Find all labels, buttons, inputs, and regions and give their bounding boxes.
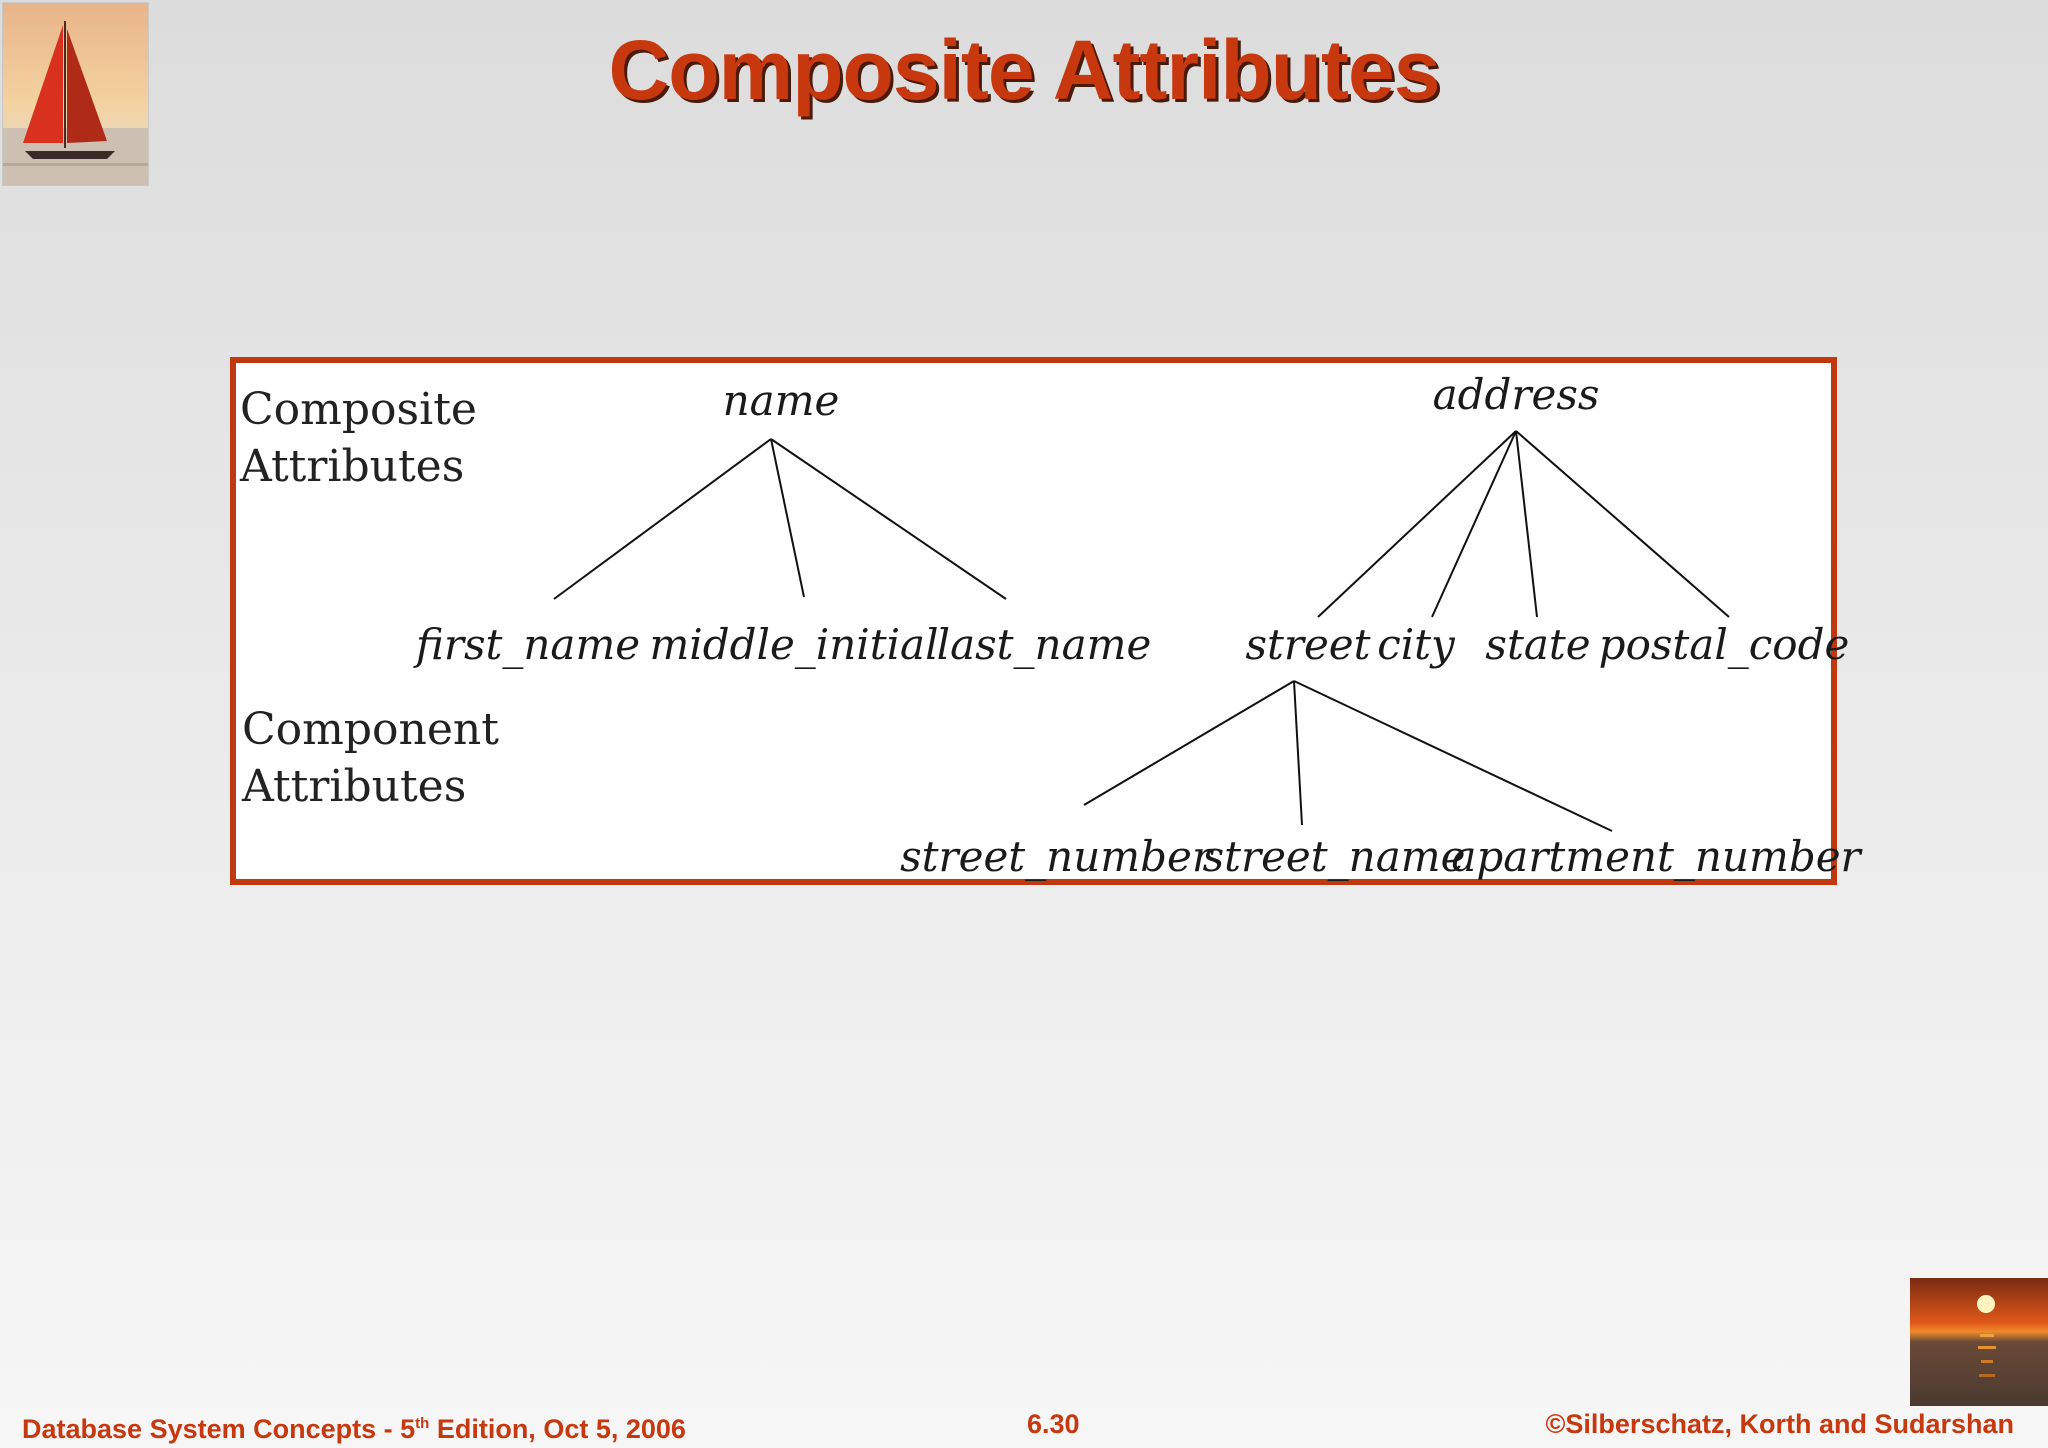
node-street: street xyxy=(1245,620,1371,669)
component-attributes-label xyxy=(242,701,499,815)
node-city: city xyxy=(1377,620,1455,669)
edge-street-apartment-number xyxy=(1294,681,1612,831)
node-postal-code: postal_code xyxy=(1598,620,1850,669)
footer-book-title: Database System Concepts - 5th Edition, Oct 5, 2006 xyxy=(22,1414,686,1444)
composite-attribute-diagram xyxy=(230,357,1861,885)
node-middle-initial: middle_initial xyxy=(649,620,939,669)
edge-name-first-name xyxy=(554,439,771,599)
composite-attributes-label xyxy=(240,381,477,495)
edge-address-postal-code xyxy=(1516,431,1729,617)
footer-page-number: 6.30 xyxy=(1027,1409,1080,1439)
node-name: name xyxy=(722,376,840,425)
node-address: address xyxy=(1432,370,1600,419)
component-label-line2: Attributes xyxy=(242,761,467,812)
edge-address-state xyxy=(1516,431,1537,617)
edge-address-street xyxy=(1318,431,1516,617)
node-last-name: last_name xyxy=(936,620,1152,669)
edge-address-city xyxy=(1432,431,1516,617)
footer-copyright: ©Silberschatz, Korth and Sudarshan xyxy=(1545,1409,2014,1439)
edge-name-middle-initial xyxy=(771,439,804,597)
node-first-name: first_name xyxy=(415,620,641,669)
node-state: state xyxy=(1485,620,1591,669)
node-street-number: street_number xyxy=(900,832,1212,881)
slide-title: Composite Attributes xyxy=(608,23,1440,117)
composite-label-line2: Attributes xyxy=(240,441,465,492)
node-street-name: street_name xyxy=(1202,832,1466,881)
composite-label-line1: Composite xyxy=(240,384,477,435)
sunset-logo xyxy=(1910,1278,2048,1406)
edge-name-last-name xyxy=(771,439,1006,599)
edge-street-street-number xyxy=(1084,681,1294,805)
node-apartment-number: apartment_number xyxy=(1451,832,1861,881)
edge-street-street-name xyxy=(1294,681,1302,825)
component-label-line1: Component xyxy=(242,704,499,755)
